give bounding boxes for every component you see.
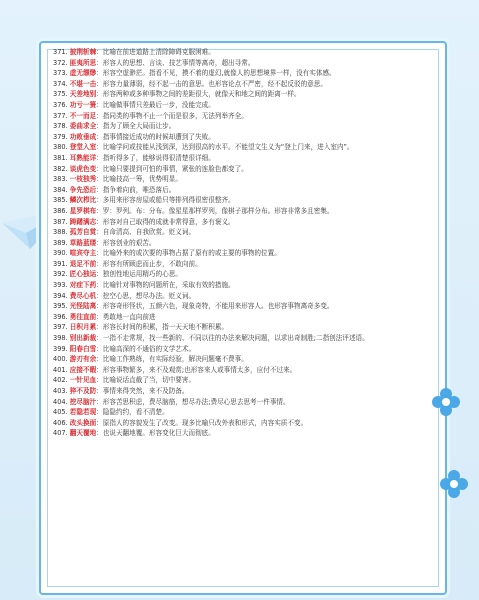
list-item [53, 344, 433, 355]
entry-number: 406. [53, 418, 68, 427]
flower-icon [440, 470, 468, 498]
list-item [53, 89, 433, 100]
entry-number: 394. [53, 291, 68, 300]
entry-number: 393. [53, 281, 68, 290]
idiom-definition: ：事情来得突然，来不及防备。 [96, 387, 189, 395]
list-item [53, 185, 433, 196]
idiom-definition: ：多用来形容房屋或船只等排列得很密很整齐。 [96, 196, 235, 205]
list-item [53, 206, 433, 217]
entry-number: 389. [53, 238, 68, 247]
content-card [39, 41, 447, 595]
entry-number: 375. [53, 90, 68, 99]
idiom-definition: ：形容人的思想、言谈、技艺事情等离奇，超出寻常。 [96, 58, 255, 67]
entry-number: 403. [53, 387, 68, 395]
idiom-definition: ：比喻在前进道路上清除障碍克服困难。 [96, 48, 215, 56]
list-item [53, 397, 433, 408]
idiom-term: 别出新裁 [69, 334, 97, 343]
idiom-term: 耳熟能详 [69, 153, 97, 162]
list-item [53, 407, 433, 418]
entry-number: 380. [53, 143, 68, 152]
idiom-definition: ：形容力量薄弱，经不起一击的意思。也形容论点不严密，经不起反驳的意思。 [96, 79, 327, 88]
entry-number: 390. [53, 249, 68, 258]
idiom-term: 应接不暇 [69, 365, 97, 374]
idiom-term: 登堂入室 [69, 143, 97, 152]
idiom-term: 一针见血 [69, 376, 97, 385]
idiom-term: 披荆斩棘 [69, 48, 97, 56]
idiom-term: 匪夷所思 [69, 58, 97, 67]
idiom-term: 孤芳自赏 [69, 228, 97, 237]
list-item [53, 132, 433, 143]
list-item [53, 354, 433, 365]
idiom-definition: ：形容对自己取得的成就非常得意，多有褒义。 [96, 217, 235, 226]
idiom-term: 谈虎色变 [69, 164, 97, 173]
idiom-definition: ：比喻说话直截了当，切中要害。 [96, 376, 196, 385]
list-item [53, 386, 433, 397]
idiom-term: 踌躇满志 [69, 217, 97, 226]
idiom-term: 游刃有余 [69, 355, 97, 364]
idiom-definition: ：指同类的事物不止一个而是很多，无法列举齐全。 [96, 111, 248, 120]
list-item [53, 428, 433, 439]
entry-number: 398. [53, 334, 68, 343]
list-item [53, 47, 433, 58]
entry-number: 379. [53, 132, 68, 141]
idiom-definition: ：指听得多了，能够说得很清楚很详细。 [96, 153, 215, 162]
list-item [53, 195, 433, 206]
list-item [53, 58, 433, 69]
list-item [53, 174, 433, 185]
idiom-term: 阳春白雪 [69, 344, 97, 353]
entry-number: 386. [53, 206, 68, 215]
idiom-term: 勇往直前 [69, 312, 97, 321]
idiom-term: 不堪一击 [69, 79, 97, 88]
entry-number: 376. [53, 100, 68, 109]
entry-number: 387. [53, 217, 68, 226]
entry-number: 407. [53, 429, 68, 438]
idiom-term: 功亏一篑 [69, 100, 97, 109]
list-item [53, 333, 433, 344]
entry-number: 381. [53, 153, 68, 162]
idiom-term: 争先恐后 [69, 185, 97, 194]
entry-number: 378. [53, 122, 68, 131]
entry-number: 392. [53, 270, 68, 279]
idiom-definition: ：原指人的容貌发生了改变。现多比喻只改外表和形式，内容实质不变。 [96, 418, 308, 427]
list-item [53, 68, 433, 79]
idiom-list [53, 47, 433, 439]
list-item [53, 227, 433, 238]
entry-number: 385. [53, 196, 68, 205]
idiom-term: 猝不及防 [69, 387, 97, 395]
entry-number: 371. [53, 48, 68, 56]
list-item [53, 312, 433, 323]
list-item [53, 259, 433, 270]
entry-number: 372. [53, 58, 68, 67]
entry-number: 395. [53, 302, 68, 311]
entry-number: 404. [53, 397, 68, 406]
list-item [53, 375, 433, 386]
entry-number: 388. [53, 228, 68, 237]
idiom-term: 费尽心机 [69, 291, 97, 300]
entry-number: 399. [53, 344, 68, 353]
idiom-term: 委曲求全 [69, 122, 97, 131]
idiom-term: 草路蓝缕 [69, 238, 97, 247]
idiom-definition: ：隐隐约约，看不清楚。 [96, 408, 169, 417]
idiom-definition: ：勇敢地一直向前进 [96, 312, 156, 321]
entry-number: 391. [53, 259, 68, 268]
idiom-definition: ：比喻针对事物的问题所在，采取有效的措施。 [96, 281, 235, 290]
idiom-definition: ：指争着向前，唯恐落后。 [96, 185, 176, 194]
idiom-definition: ：形容空虚渺茫。指看不见，摸不着的虚幻,就像人的思想境界一样，没有实体感。 [96, 69, 336, 78]
entry-number: 374. [53, 79, 68, 88]
idiom-term: 匠心独运 [69, 270, 97, 279]
idiom-term: 功败垂成 [69, 132, 97, 141]
entry-number: 400. [53, 355, 68, 364]
idiom-term: 挖尽脑汁 [69, 397, 97, 406]
entry-number: 382. [53, 164, 68, 173]
list-item [53, 100, 433, 111]
entry-number: 405. [53, 408, 68, 417]
list-item [53, 238, 433, 249]
entry-number: 377. [53, 111, 68, 120]
idiom-definition: ：指为了顾全大局而让步。 [96, 122, 176, 131]
list-item [53, 322, 433, 333]
idiom-definition: ：比喻做事情只差最后一步，没能完成。 [96, 100, 215, 109]
idiom-definition: ：比喻学问或技能从浅到深，达到很高的水平。不能望文生义为“登上门来，进入室内”。 [96, 143, 354, 152]
entry-number: 401. [53, 365, 68, 374]
idiom-term: 退足不前 [69, 259, 97, 268]
idiom-term: 对症下药 [69, 281, 97, 290]
list-item [53, 269, 433, 280]
entry-number: 402. [53, 376, 68, 385]
idiom-term: 喧宾夺主 [69, 249, 97, 258]
list-item [53, 365, 433, 376]
entry-number: 373. [53, 69, 68, 78]
list-item [53, 280, 433, 291]
idiom-definition: ：罗：罗列。布：分布。像星星那样罗列，像棋子那样分布。形容非常多且密集。 [96, 206, 334, 215]
idiom-term: 不一而足 [69, 111, 97, 120]
entry-number: 384. [53, 185, 68, 194]
list-item [53, 301, 433, 312]
idiom-term: 若隐若现 [69, 408, 97, 417]
idiom-definition: ：比喻只要提到可怕的事情，紧张的连脸色都变了。 [96, 164, 248, 173]
idiom-definition: ：指事情接近成功的时候却遭到了失败。 [96, 132, 215, 141]
list-item [53, 418, 433, 429]
list-item [53, 111, 433, 122]
idiom-definition: ：比喻技高一筹，优势明显。 [96, 175, 182, 184]
idiom-definition: ：比喻工作熟练，有实际经验，解决问题毫不费事。 [96, 355, 248, 364]
entry-number: 383. [53, 175, 68, 184]
idiom-term: 星罗棋布 [69, 206, 97, 215]
entry-number: 396. [53, 312, 68, 321]
list-item [53, 142, 433, 153]
list-item [53, 291, 433, 302]
idiom-definition: ：形容苦思积虑，费尽脑筋，想尽办法;费尽心思去思考一件事情。 [96, 397, 290, 406]
idiom-definition: ：形容两种或多种事物之间的差距很大，就像天和地之间的距离一样。 [96, 90, 301, 99]
list-item [53, 121, 433, 132]
idiom-definition: ：形容创业的艰苦。 [96, 238, 156, 247]
list-item [53, 79, 433, 90]
list-item [53, 248, 433, 259]
idiom-term: 日积月累 [69, 323, 97, 332]
idiom-definition: ：形容长时间的积累，指一天天地不断积累。 [96, 323, 229, 332]
idiom-term: 翻天覆地 [69, 429, 97, 438]
idiom-definition: ：独创性地运用精巧的心思。 [96, 270, 182, 279]
idiom-term: 光怪陆离 [69, 302, 97, 311]
entry-number: 397. [53, 323, 68, 332]
idiom-term: 鳞次栉比 [69, 196, 97, 205]
idiom-term: 一枝独秀 [69, 175, 97, 184]
idiom-term: 虚无缥缈 [69, 69, 97, 78]
idiom-definition: ：比喻外来的或次要的事物占据了原有的或主要的事物的位置。 [96, 249, 281, 258]
idiom-definition: ：挖空心思，想尽办法。贬义词。 [96, 291, 196, 300]
list-item [53, 164, 433, 175]
idiom-definition: ：也说天翻地覆。形容变化巨大而彻底。 [96, 429, 215, 438]
list-item [53, 153, 433, 164]
idiom-definition: ：形容奇形怪状，五颜六色，现象奇特，不能用来形容人。也形容事物离奇多变。 [96, 302, 334, 311]
idiom-term: 天差地别 [69, 90, 97, 99]
idiom-definition: ：一指不走常规，找一些新的、不同以往的办法来解决问题，以求出奇制胜;二指创法评述语。 [96, 334, 369, 343]
idiom-definition: ：形容有所顾虑而止步，不敢向前。 [96, 259, 202, 268]
list-item [53, 217, 433, 228]
idiom-term: 改头换面 [69, 418, 97, 427]
flower-icon [432, 388, 460, 416]
idiom-definition: ：形容事物繁多，来不及观赏;也形容来人或事情太多，应付不过来。 [96, 365, 297, 374]
idiom-definition: ：比喻高深的不通俗的文学艺术。 [96, 344, 196, 353]
idiom-definition: ：自命清高、自我欣赏。贬义词。 [96, 228, 196, 237]
